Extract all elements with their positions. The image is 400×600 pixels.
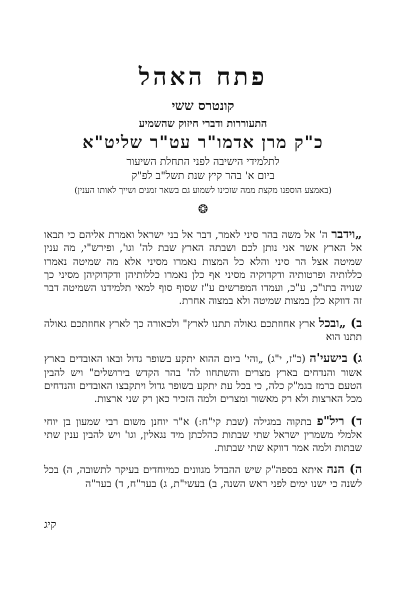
paragraph-1 <box>44 228 362 309</box>
rebbe-name: כ"ק מרן אדמו"ר עט"ר שליט"א <box>82 133 324 153</box>
subtitle: התעוררות ודברי חיזוק שהשמיע <box>138 118 268 130</box>
date-line: ביום א' בהר קיץ שנת תשל"ב לפ"ק <box>131 170 275 182</box>
paragraph-text: ארץ אחוזתכם גאולה תתנו לארץ" ולכאורה כך לארץ אחוזתכם גאולה תתנו הוא <box>44 318 362 344</box>
paragraph-text: איתא בספה"ק שיש ההבדל מגוונים כמיוחדים בעיקר לתשובה, ה) בכל לשנה כי ישנו ימים לפני ראש השנה, ב) בעשי"ת, ג) בער"ח, ד) בער"ה <box>44 465 362 490</box>
paragraph-3 <box>44 352 362 406</box>
paragraph-2 <box>44 317 362 345</box>
paragraph-lead: „וידבר <box>331 227 362 241</box>
ornament-icon: ❂ <box>197 202 209 216</box>
paragraph-lead: ד) ריל"פ <box>316 413 362 428</box>
editor-note: (באמצע הוספנו מקצת ממה שזכינו לשמוע גם בשאר זמנים ושייך לאותו הענין) <box>74 186 332 196</box>
paragraph-lead: ב) „ובכל <box>318 315 362 330</box>
page-title: פתח האהל <box>138 62 268 91</box>
audience-line: לתלמידי הישיבה לפני התחלת השיעור <box>126 156 280 168</box>
paragraph-text: ה' אל משה בהר סיני לאמר, דבר אל בני ישראל ואמרת אליהם כי תבאו אל הארץ אשר אני נותן לכם ושבתה הארץ שבת לה' וגו', ופירש"י, מה ענין שמיטה אצל הר סיני והלא כל המצות נאמרו מסיני אלא מה שמיטה נאמרו כללותיה ופרטותיה ודקדוקיה מסיני אף כלן נאמרו כללותיהן ודקדוקיהן מסיני כך שנויה בתו"כ, ע"כ, ועמדו המפרשים ע"ז שסוף סוף למאי תלמידנו השמיטה דבר זה דווקא כלן במצות שמיטה ולא במצוה אחרת. <box>44 230 362 308</box>
page-content <box>44 62 362 499</box>
booklet-label: קונטרס ששי <box>171 99 235 114</box>
paragraph-lead: ה) הנה <box>326 462 362 477</box>
paragraph-5 <box>44 463 362 491</box>
paragraph-text: בתקוה במגילה (שבת קי"ח:) א"ר יוחנן משום רבי שמעון בן יוחי אלמלי משמרין ישראל שתי שבתות כהלכתן מיד נגאלין, וגו' ויש להבין ענין שתי שבתות ולמה אמר דווקא שתי שבתות. <box>44 416 362 455</box>
page-number: קיג <box>44 518 57 531</box>
paragraph-lead: ג) בישעי'ה <box>309 351 362 366</box>
paragraph-4 <box>44 415 362 456</box>
paragraph-text: (כ"ז, י"ג) „והי' ביום ההוא יתקע בשופר גדול ובאו האובדים בארץ אשור והנדחים בארץ מצרים והשתחוו לה' בהר הקדש בירושלים" ויש להבין הטעם ברמז בגמ"ק כלה, כי בכל עת יתקע בשופר גדול ויתקבצו האובדים והנדחים מכל הארצות ולא רק מאשור ומצרים ולמה הזכיר כאן רק שני ארצות. <box>44 354 362 406</box>
